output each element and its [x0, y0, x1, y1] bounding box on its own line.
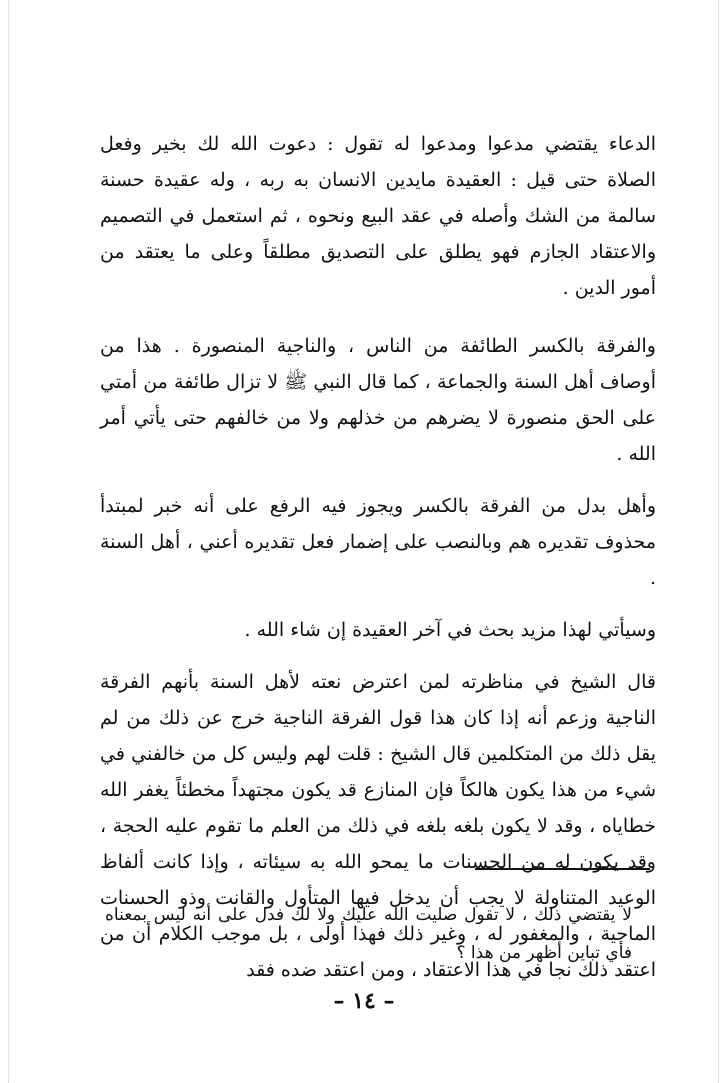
main-text — [100, 126, 656, 988]
paragraph: وسيأتي لهذا مزيد بحث في آخر العقيدة إن شاء الله . — [244, 619, 656, 641]
paragraph: والفرقة بالكسر الطائفة من الناس ، والناجية المنصورة . هذا من أوصاف أهل السنة والجماعة ، كما قال النبي ﷺ لا تزال طائفة من أمتي على الحق منصورة لا يضرهم من خذلهم ولا من خالفهم حتى يأتي أمر الله . — [100, 335, 656, 465]
footnote-separator — [475, 868, 650, 870]
paragraph: وأهل بدل من الفرقة بالكسر ويجوز فيه الرفع على أنه خبر لمبتدأ محذوف تقديره هم وبالنصب على إضمار فعل تقديره أعني ، أهل السنة . — [100, 495, 656, 589]
paragraph: الدعاء يقتضي مدعوا ومدعوا له تقول : دعوت الله لك بخير وفعل الصلاة حتى قيل : العقيدة مايدين الانسان به ربه ، وله عقيدة حسنة سالمة من الشك وأصله في عقد البيع ونحوه ، ثم استعمل في التصميم والاعتقاد الجازم فهو يطلق على التصديق مطلقاً وعلى ما يعتقد من أمور الدين . — [100, 133, 656, 299]
page-number: – ١٤ – — [333, 988, 395, 1014]
paragraph: قال الشيخ في مناظرته لمن اعترض نعته لأهل السنة بأنهم الفرقة الناجية وزعم أنه إذا كان هذا قول الفرقة الناجية خرج عن ذلك من لم يقل ذلك من المتكلمين قال الشيخ : قلت لهم وليس كل من خالفني في شيء من هذا يكون هالكاً فإن المنازع قد يكون مجتهداً مخطئاً يغفر الله خطاياه ، وقد لا يكون بلغه بلغه في ذلك من العلم ما تقوم عليه الحجة ، وقد يكون له من الحسنات ما يمحو الله به سيئاته ، وإذا كانت ألفاظ الوعيد المتناولة لا يجب أن يدخل فيها المتأول والقانت وذو الحسنات الماحية ، والمغفور له ، وغير ذلك فهذا أولى ، بل موجب الكلام أن من اعتقد ذلك نجا في هذا الاعتقاد ، ومن اعتقد ضده فقد — [100, 671, 656, 981]
footnote: لا يقتضي ذلك ، لا تقول صليت الله عليك ولا لك فدل على أنه ليس بمعناه فأي تباين أظهر من هذا ؟ — [105, 905, 632, 963]
page-edge-guide — [8, 0, 9, 1083]
page-edge-guide — [718, 0, 719, 1083]
